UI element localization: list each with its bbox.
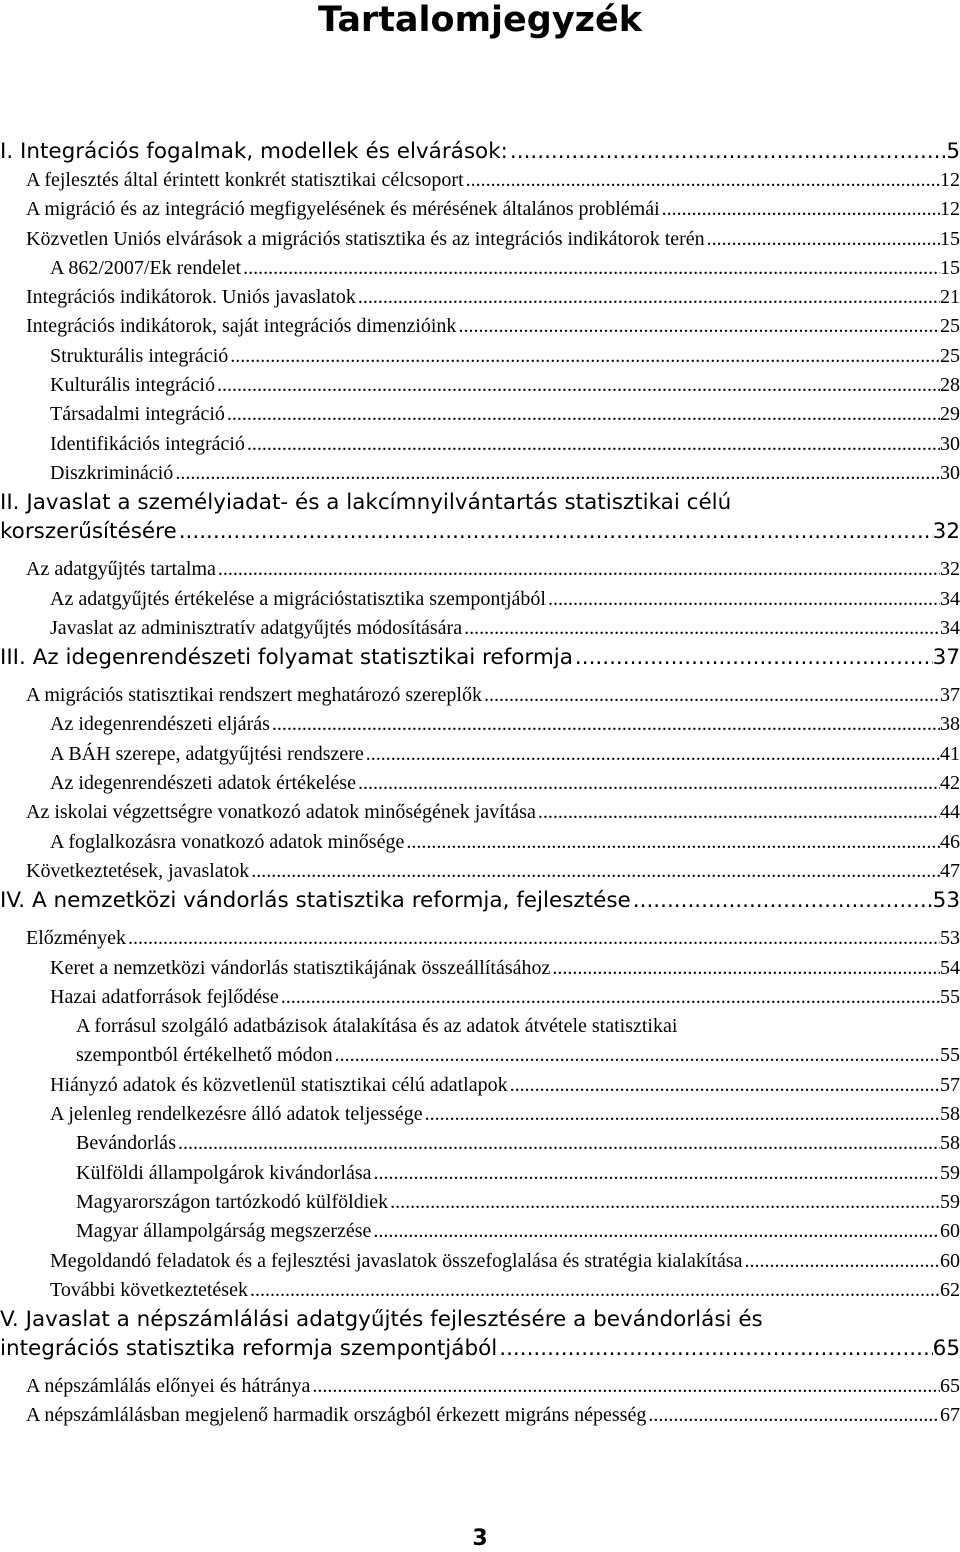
toc-entry-chapter-3[interactable] (0, 643, 960, 672)
toc-entry-page: 60 (940, 1220, 960, 1243)
toc-entry[interactable] (0, 710, 960, 739)
toc-entry-page: 54 (940, 956, 960, 979)
dot-leader (227, 400, 940, 429)
toc-entry-label: Strukturális integráció (50, 344, 229, 367)
toc-entry-label: Az adatgyűjtés tartalma (26, 558, 216, 581)
dot-leader (179, 517, 933, 546)
toc-entry-label: I. Integrációs fogalmak, modellek és elvárások: (0, 139, 508, 164)
toc-entry[interactable] (0, 371, 960, 400)
dot-leader (373, 1159, 940, 1188)
toc-entry-label: A BÁH szerepe, adatgyűjtési rendszere (50, 742, 364, 765)
toc-entry-label: A migrációs statisztikai rendszert meghatározó szereplők (26, 684, 482, 707)
toc-entry[interactable] (0, 1071, 960, 1100)
dot-leader (510, 1071, 940, 1100)
toc-entry-page: 37 (940, 684, 960, 707)
toc-entry-label: A foglalkozásra vonatkozó adatok minősége (50, 830, 405, 853)
dot-leader (633, 886, 933, 915)
toc-entry-chapter-5[interactable] (0, 1305, 960, 1363)
toc-entry-page: 32 (932, 519, 960, 545)
toc-entry-label: Hiányzó adatok és közvetlenül statisztikai célú adatlapok (50, 1073, 508, 1096)
toc-entry[interactable] (0, 1188, 960, 1217)
toc-entry-label: A jelenleg rendelkezésre álló adatok teljessége (50, 1103, 423, 1126)
toc-entry-page: 30 (940, 461, 960, 484)
toc-entry-label-first-line: II. Javaslat a személyiadat- és a lakcímnyilvántartás statisztikai célú (0, 490, 732, 516)
dot-leader (175, 459, 940, 488)
toc-entry[interactable] (0, 1372, 960, 1401)
toc-entry-page: 60 (940, 1249, 960, 1272)
toc-entry-label: Az idegenrendészeti adatok értékelése (50, 772, 356, 795)
toc-entry[interactable] (0, 681, 960, 710)
toc-entry-chapter-2[interactable] (0, 488, 960, 546)
toc-entry-label: Társadalmi integráció (50, 403, 225, 426)
dot-leader (251, 857, 940, 886)
toc-entry-label: III. Az idegenrendészeti folyamat statisztikai reformja (0, 645, 573, 671)
toc-entry-label: Külföldi állampolgárok kivándorlása (76, 1161, 372, 1184)
dot-leader (230, 342, 940, 371)
toc-entry-label: Kulturális integráció (50, 374, 215, 397)
dot-leader (281, 983, 940, 1012)
toc-entry-page: 34 (940, 587, 960, 610)
toc-entry-label: IV. A nemzetközi vándorlás statisztika reformja, fejlesztése (0, 888, 631, 914)
dot-leader (648, 1401, 940, 1430)
dot-leader (247, 430, 940, 459)
dot-leader (335, 1041, 940, 1070)
toc-entry-page: 32 (940, 558, 960, 581)
toc-entry-chapter-4[interactable] (0, 886, 960, 915)
toc-entry-label: Hazai adatforrások fejlődése (50, 985, 279, 1008)
toc-entry[interactable] (0, 225, 960, 254)
toc-entry[interactable] (0, 828, 960, 857)
toc-entry-label: Az adatgyűjtés értékelése a migrációstatisztika szempontjából (50, 587, 546, 610)
toc-entry-label: A 862/2007/Ek rendelet (50, 256, 242, 279)
toc-entry-label-first-line: A forrásul szolgáló adatbázisok átalakítása és az adatok átvétele statisztikai (76, 1015, 678, 1038)
toc-entry[interactable] (0, 1401, 960, 1430)
dot-leader (358, 283, 940, 312)
dot-leader (707, 225, 940, 254)
toc-entry-label: További következtetések (50, 1278, 248, 1301)
dot-leader (575, 643, 933, 672)
dot-leader (312, 1372, 940, 1401)
toc-entry-page: 38 (940, 713, 960, 736)
toc-entry-page: 34 (940, 616, 960, 639)
toc-entry[interactable] (0, 983, 960, 1012)
dot-leader (178, 1129, 940, 1158)
toc-entry-label: Következtetések, javaslatok (26, 859, 250, 882)
toc-entry[interactable] (0, 1129, 960, 1158)
toc-entry-label: Magyar állampolgárság megszerzése (76, 1220, 372, 1243)
toc-entry[interactable] (0, 798, 960, 827)
toc-entry[interactable] (0, 1100, 960, 1129)
toc-entry-page: 28 (940, 374, 960, 397)
dot-leader (128, 924, 940, 953)
dot-leader (425, 1100, 940, 1129)
toc-entry[interactable] (0, 614, 960, 643)
toc-entry[interactable] (0, 1159, 960, 1188)
toc-entry[interactable] (0, 740, 960, 769)
toc-entry-page: 41 (940, 742, 960, 765)
toc-entry-label: Előzmények (26, 927, 126, 950)
toc-entry[interactable] (0, 1247, 960, 1276)
toc-entry[interactable] (0, 430, 960, 459)
toc-entry-page: 55 (940, 985, 960, 1008)
page-title: Tartalomjegyzék (317, 0, 643, 40)
toc-entry-page: 65 (932, 1336, 960, 1362)
toc-entry-label: Diszkrimináció (50, 461, 174, 484)
toc-entry-label: korszerűsítésére (0, 519, 177, 545)
toc-entry-label: A fejlesztés által érintett konkrét statisztikai célcsoport (26, 169, 464, 191)
toc-entry-label: Az iskolai végzettségre vonatkozó adatok minőségének javítása (26, 801, 536, 824)
toc-entry-label: integrációs statisztika reformja szempontjából (0, 1336, 498, 1362)
toc-entry-label: A migráció és az integráció megfigyelésének és mérésének általános problémái (26, 198, 660, 221)
toc-entry-page: 53 (940, 927, 960, 950)
toc-entry-page: 12 (940, 198, 960, 221)
dot-leader (662, 195, 940, 224)
toc-entry[interactable] (0, 254, 960, 283)
dot-leader (510, 137, 946, 166)
toc-entry[interactable] (0, 283, 960, 312)
toc-entry-label: Integrációs indikátorok. Uniós javaslatok (26, 286, 356, 309)
page-number: 3 (472, 1526, 488, 1551)
toc-entry[interactable] (0, 312, 960, 341)
toc-entry-page: 62 (940, 1278, 960, 1301)
toc-entry[interactable] (0, 342, 960, 371)
toc-entry[interactable] (0, 166, 960, 195)
toc-entry-page: 67 (940, 1404, 960, 1427)
toc-entry[interactable] (0, 924, 960, 953)
toc-entry-page: 47 (940, 859, 960, 882)
toc-entry-label: Közvetlen Uniós elvárások a migrációs statisztika és az integrációs indikátorok terén (26, 227, 705, 250)
toc-entry-label-first-line: V. Javaslat a népszámlálási adatgyűjtés fejlesztésére a bevándorlási és (0, 1307, 763, 1333)
dot-leader (373, 1217, 940, 1246)
toc-entry-page: 5 (946, 139, 960, 164)
toc-entry-label: A népszámlálásban megjelenő harmadik országból érkezett migráns népesség (26, 1404, 647, 1427)
toc-entry-label: Megoldandó feladatok és a fejlesztési javaslatok összefoglalása és stratégia kialakítása (50, 1249, 743, 1272)
toc-entry[interactable] (0, 585, 960, 614)
dot-leader (548, 585, 940, 614)
toc-entry[interactable] (0, 400, 960, 429)
toc-entry-page: 59 (940, 1161, 960, 1184)
toc-entry[interactable] (0, 459, 960, 488)
dot-leader (243, 254, 940, 283)
toc-entry-label: Javaslat az adminisztratív adatgyűjtés módosítására (50, 616, 463, 639)
toc-entry-page: 46 (940, 830, 960, 853)
toc-entry-page: 55 (940, 1044, 960, 1067)
toc-entry-label: Keret a nemzetközi vándorlás statisztikájának összeállításához (50, 956, 551, 979)
toc-entry-label: Identifikációs integráció (50, 432, 245, 455)
toc-entry-label: szempontból értékelhető módon (76, 1044, 333, 1067)
toc-entry[interactable] (0, 1217, 960, 1246)
toc-entry-page: 57 (940, 1073, 960, 1096)
dot-leader (358, 769, 940, 798)
dot-leader (458, 312, 940, 341)
toc-entry-label: Az idegenrendészeti eljárás (50, 713, 270, 736)
toc-entry-page: 58 (940, 1132, 960, 1155)
toc-entry[interactable] (0, 555, 960, 584)
dot-leader (466, 166, 940, 195)
toc-entry-page: 25 (940, 315, 960, 338)
toc-entry-label: Magyarországon tartózkodó külföldiek (76, 1190, 389, 1213)
toc-entry-page: 65 (940, 1375, 960, 1398)
toc-entry-label: Bevándorlás (76, 1132, 176, 1155)
toc-entry-page: 53 (932, 888, 960, 914)
toc-entry-page: 59 (940, 1190, 960, 1213)
table-of-contents (0, 137, 960, 1431)
toc-entry-page: 25 (940, 344, 960, 367)
toc-entry-chapter-1[interactable] (0, 137, 960, 166)
dot-leader (272, 710, 940, 739)
toc-entry-page: 15 (940, 256, 960, 279)
dot-leader (484, 681, 940, 710)
toc-entry[interactable] (0, 195, 960, 224)
toc-entry-page: 15 (940, 227, 960, 250)
toc-entry-page: 30 (940, 432, 960, 455)
toc-entry[interactable] (0, 857, 960, 886)
dot-leader (390, 1188, 940, 1217)
toc-entry-page: 29 (940, 403, 960, 426)
toc-entry-label: A népszámlálás előnyei és hátránya (26, 1375, 311, 1398)
toc-entry[interactable] (0, 769, 960, 798)
toc-entry-page: 21 (940, 286, 960, 309)
toc-entry-page: 42 (940, 772, 960, 795)
toc-entry-label: Integrációs indikátorok, saját integrációs dimenzióink (26, 315, 457, 338)
dot-leader (552, 954, 940, 983)
toc-entry[interactable] (0, 1012, 960, 1071)
toc-entry[interactable] (0, 954, 960, 983)
toc-entry-page: 58 (940, 1103, 960, 1126)
toc-entry-page: 37 (932, 645, 960, 671)
dot-leader (366, 740, 940, 769)
dot-leader (499, 1334, 932, 1363)
toc-entry[interactable] (0, 1276, 960, 1305)
toc-entry-page: 44 (940, 801, 960, 824)
dot-leader (464, 614, 940, 643)
dot-leader (745, 1247, 940, 1276)
dot-leader (218, 555, 940, 584)
dot-leader (406, 828, 940, 857)
dot-leader (217, 371, 940, 400)
dot-leader (538, 798, 940, 827)
dot-leader (250, 1276, 940, 1305)
toc-entry-page: 12 (940, 169, 960, 191)
